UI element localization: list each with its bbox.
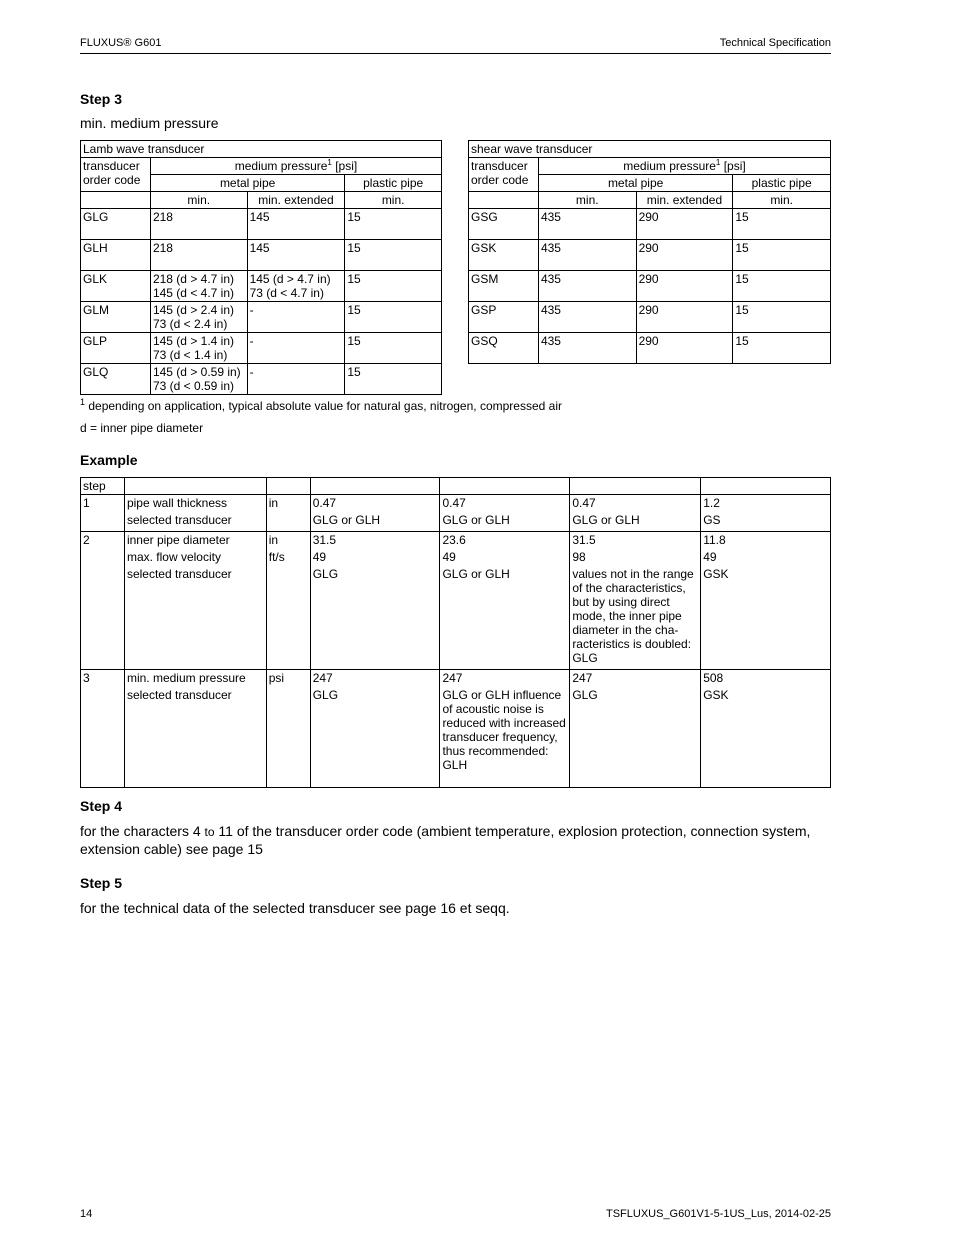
lamb-row [81,302,442,333]
lamb-row [81,333,442,364]
example-cell-case3-line: GLG [572,688,598,702]
lamb-cell-code: GLM [81,302,151,333]
shear-cell-ext: 290 [636,302,733,333]
example-cell-case4-line: 508 [703,671,724,685]
example-cell-label-line: pipe wall thickness [126,496,228,510]
example-cell-case4-line: 49 [703,550,717,564]
shear-row [469,333,831,364]
lamb-cell-plastic: 15 [345,302,442,333]
example-cell-label-line: selected transducer [126,688,232,702]
shear-cell-plastic: 15 [733,209,831,240]
shear-cell-ext: 290 [636,240,733,271]
step4-text: for the characters 4 to 11 of the transducer order code (ambient temperature, explosion protection, connection system, extension cable) see page 15 [80,823,811,857]
example-cell-case4-line: 1.2 [703,496,720,510]
lamb-row [81,240,442,271]
shear-cell-plastic: 15 [733,271,831,302]
step4-title: Step 4 [80,798,123,814]
example-cell-case2-line: GLG or GLH [442,513,510,527]
example-cell-unit-line: in [268,533,279,547]
example-cell-case3 [570,532,701,670]
lamb-cell-ext: 145 [247,209,345,240]
lamb-wave-table [80,140,442,395]
lamb-cell-code: GLH [81,240,151,271]
example-cell-case4-line: GS [703,513,721,527]
lamb-row [81,271,442,302]
lamb-cell-plastic: 15 [345,364,442,395]
example-cell-label-line: selected transducer [126,513,232,527]
example-cell-case3 [570,670,701,788]
example-cell-case1-line: GLG or GLH [312,513,381,527]
shear-cell-min: 435 [538,209,636,240]
example-cell-case1 [310,495,440,532]
example-cell-case2-line: GLG or GLH influence of acoustic noise is reduced with increased transducer frequency, thus recommended: GLH [442,688,566,772]
shear-sub-min2: min. [733,192,831,209]
shear-row [469,271,831,302]
example-cell-unit [266,532,310,670]
example-cell-label-line: min. medium pressure [126,671,246,685]
example-cell-case3-line: 247 [572,671,593,685]
example-cell-case1-line: 0.47 [312,496,337,510]
shear-cell-code: GSM [469,271,539,302]
shear-caption: shear wave transducer [469,141,831,158]
example-cell-unit [266,495,310,532]
example-cell-case3-line: GLG or GLH [572,513,640,527]
footnote: $^1$ depending on application, typical absolute value for natural gas, nitrogen, compressed air [80,397,562,413]
example-cell-case1-line: GLG [312,567,339,581]
lamb-col-order: transducer order code [81,158,151,192]
shear-wave-table [468,140,831,364]
step3-subtitle: min. medium pressure [80,115,219,131]
example-cell-label [124,495,266,532]
example-cell-case1 [310,532,440,670]
page-header [80,36,831,54]
example-cell-case1-line: 49 [312,550,327,564]
lamb-cell-code: GLQ [81,364,151,395]
example-cell-case4-line: GSK [703,567,729,581]
shear-row [469,209,831,240]
example-cell-case3-line: values not in the range of the characteristics, but by using direct mode, the inner pipe diameter in the cha-racteristics is doubled: GLG [572,567,694,665]
shear-cell-min: 435 [538,240,636,271]
example-cell-case1-line: GLG [312,688,339,702]
lamb-sub-min: min. [150,192,247,209]
example-cell-case4 [701,670,831,788]
lamb-row [81,209,442,240]
lamb-cell-min: 145 (d > 2.4 in) 73 (d < 2.4 in) [150,302,247,333]
shear-cell-min: 435 [538,333,636,364]
shear-cell-min: 435 [538,302,636,333]
example-cell-step: 2 [81,532,125,670]
header-section: Technical Specification [719,37,831,49]
shear-cell-code: GSG [469,209,539,240]
lamb-cell-plastic: 15 [345,333,442,364]
lamb-col-plastic: plastic pipe [345,175,442,192]
example-cell-case4-line: 11.8 [703,533,726,547]
shear-cell-plastic: 15 [733,240,831,271]
example-cell-label-line: max. flow velocity [126,550,221,564]
lamb-row [81,364,442,395]
shear-col-metal: metal pipe [538,175,732,192]
example-row [81,670,831,788]
example-cell-case3-line: 0.47 [572,496,596,510]
example-cell-case4-line: GSK [703,688,729,702]
example-cell-case4 [701,532,831,670]
lamb-cell-ext: 145 [247,240,345,271]
shear-row [469,302,831,333]
shear-cell-ext: 290 [636,333,733,364]
example-cell-case3 [570,495,701,532]
example-cell-case1-line: 247 [312,671,333,685]
lamb-cell-min: 145 (d > 1.4 in) 73 (d < 1.4 in) [150,333,247,364]
shear-sub-ext: min. extended [636,192,733,209]
lamb-cell-code: GLG [81,209,151,240]
example-cell-case2-line: 23.6 [442,533,466,547]
shear-cell-min: 435 [538,271,636,302]
shear-cell-ext: 290 [636,209,733,240]
lamb-cell-min: 145 (d > 0.59 in) 73 (d < 0.59 in) [150,364,247,395]
shear-cell-code: GSK [469,240,539,271]
lamb-cell-plastic: 15 [345,209,442,240]
example-cell-case2 [440,532,570,670]
example-title: Example [80,452,138,468]
step5-title: Step 5 [80,875,123,891]
example-cell-label-line: inner pipe diameter [126,533,230,547]
shear-row [469,240,831,271]
example-cell-unit-line: ft/s [268,550,285,564]
lamb-caption: Lamb wave transducer [81,141,442,158]
example-cell-unit-line: psi [268,671,285,685]
shear-col-plastic: plastic pipe [733,175,831,192]
shear-cell-code: GSP [469,302,539,333]
example-cell-case2-line: GLG or GLH [442,567,510,581]
shear-cell-ext: 290 [636,271,733,302]
example-cell-label-line: selected transducer [126,567,232,581]
example-cell-case2-line: 49 [442,550,456,564]
lamb-col-metal: metal pipe [150,175,344,192]
example-cell-case2 [440,495,570,532]
step5-text: for the technical data of the selected transducer see page 16 et seqq. [80,900,510,916]
example-row [81,495,831,532]
lamb-cell-plastic: 15 [345,240,442,271]
example-cell-case1 [310,670,440,788]
example-cell-label [124,670,266,788]
example-row [81,532,831,670]
lamb-cell-code: GLP [81,333,151,364]
shear-sub-min: min. [538,192,636,209]
example-cell-case2 [440,670,570,788]
example-cell-case3-line: 31.5 [572,533,596,547]
lamb-cell-ext: - [247,302,345,333]
lamb-cell-min: 218 [150,209,247,240]
shear-cell-plastic: 15 [733,333,831,364]
document-id: TSFLUXUS_G601V1-5-1US_Lus, 2014-02-25 [605,1208,831,1220]
lamb-col-pressure: medium pressure$^1$ [psi] [150,158,441,175]
example-cell-case2-line: 247 [442,671,463,685]
header-product: FLUXUS® G601 [80,37,162,49]
lamb-cell-ext: - [247,364,345,395]
example-cell-unit [266,670,310,788]
lamb-sub-min2: min. [345,192,442,209]
example-table [80,477,831,788]
lamb-cell-plastic: 15 [345,271,442,302]
lamb-cell-ext: 145 (d > 4.7 in) 73 (d < 4.7 in) [247,271,345,302]
lamb-cell-code: GLK [81,271,151,302]
lamb-sub-ext: min. extended [247,192,345,209]
example-cell-case3-line: 98 [572,550,586,564]
lamb-cell-ext: - [247,333,345,364]
example-cell-unit-line: in [268,496,279,510]
example-cell-case2-line: 0.47 [442,496,466,510]
example-cell-step: 3 [81,670,125,788]
shear-col-pressure: medium pressure$^1$ [psi] [538,158,830,175]
shear-col-order: transducer order code [469,158,539,192]
example-cell-case1-line: 31.5 [312,533,337,547]
example-cell-label [124,532,266,670]
lamb-cell-min: 218 (d > 4.7 in) 145 (d < 4.7 in) [150,271,247,302]
example-cell-case4 [701,495,831,532]
page-number: 14 [80,1208,93,1220]
example-head-step: step [81,478,125,495]
shear-cell-code: GSQ [469,333,539,364]
lamb-cell-min: 218 [150,240,247,271]
step3-title: Step 3 [80,91,123,107]
shear-cell-plastic: 15 [733,302,831,333]
note-d: d = inner pipe diameter [80,421,204,435]
example-cell-step: 1 [81,495,125,532]
